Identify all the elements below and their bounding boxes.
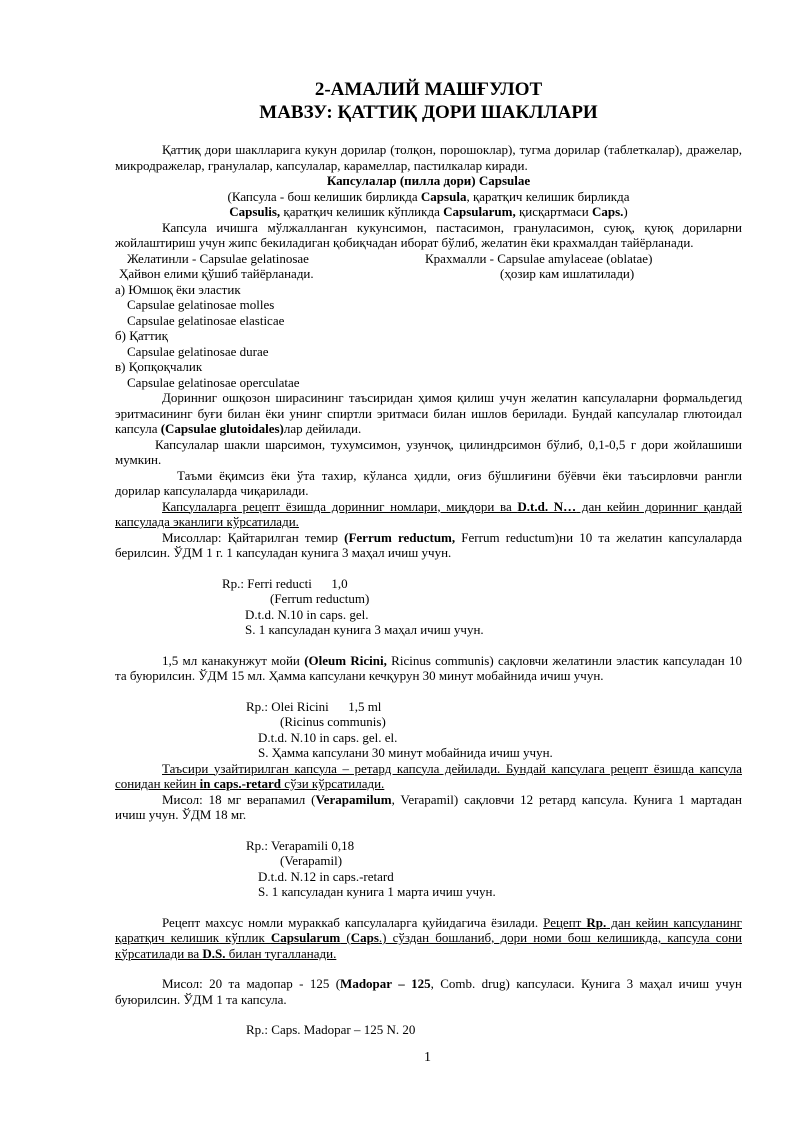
type-soft-head: а) Юмшоқ ёки эластик	[115, 281, 241, 297]
rx-line: D.t.d. N.12 in caps.-retard	[258, 868, 394, 884]
rx-line: (Ferrum reductum)	[270, 591, 370, 606]
retard-paragraph: Таъсири узайтирилган капсула – ретард капсула дейилади. Бундай капсулага рецепт ёзишда капсула сонидан кейин in caps.-retard сўзи кўрсатилади.	[115, 760, 742, 791]
example2-paragraph: 1,5 мл канакунжут мойи (Oleum Ricini, Ricinus communis) сақловчи желатинли эластик капсуладан 10 та буюрилсин. ЎДМ 15 мл. Ҳамма капсулани кечқурун 30 минут мобайнида ичиш учун.	[115, 652, 742, 683]
rx-line: D.t.d. N.10 in caps. gel. el.	[258, 729, 398, 745]
example1-paragraph: Мисоллар: Қайтарилган темир (Ferrum reductum, Ferrum reductum)ни 10 та желатин капсулаларда берилсин. ЎДМ 1 г. 1 капсуладан кунига 3 маҳал ичиш учун.	[115, 529, 743, 560]
example3-paragraph: Мисол: 18 мг верапамил (Verapamilum, Verapamil) сақловчи 12 ретард капсула. Кунига 1 мартадан ичиш учун. ЎДМ 18 мг.	[115, 791, 742, 822]
capsule-kinds-row	[115, 251, 742, 267]
intro-paragraph: Қаттиқ дори шаклларига кукун дорилар (толқон, порошоклар), тугма дорилар (таблеткалар), дражелар, микродражелар, гранулалар, капсулалар, карамеллар, пастилкалар киради.	[115, 142, 742, 173]
shape-paragraph: Капсулалар шакли шарсимон, тухумсимон, узунчоқ, цилиндрсимон бўлиб, 0,1-0,5 г дори жойлашиши мумкин.	[115, 436, 742, 467]
prescription-3	[115, 838, 742, 900]
type-soft-item: Capsulae gelatinosae elasticae	[127, 312, 285, 328]
gelatin-note: Ҳайвон елими қўшиб тайёрланади.	[119, 266, 314, 281]
rx-line: S. 1 капсуладан кунига 3 маҳал ичиш учун.	[245, 622, 484, 637]
rx-line: Rp.: Verapamili 0,18	[246, 837, 355, 853]
complex-paragraph: Рецепт махсус номли мураккаб капсулаларга қуйидагича ёзилади. Рецепт Rp. дан кейин капсуланинг қаратқич келишик кўплик Capsularum (Caps.) сўздан бошланиб, дори номи бош келишикда, капсула сони кўрсатилади ва D.S. билан тугалланади.	[115, 914, 742, 961]
type-soft-item: Capsulae gelatinosae molles	[127, 297, 275, 312]
type-hard-item: Capsulae gelatinosae durae	[127, 343, 269, 359]
starch-note: (ҳозир кам ишлатилади)	[500, 266, 635, 281]
capsule-definition-line2: Capsulis, қаратқич келишик кўпликда Capsularum, қисқартмаси Caps.)	[229, 204, 628, 219]
prescription-4: Rp.: Caps. Madopar – 125 N. 20	[246, 1022, 416, 1037]
document-page	[115, 78, 742, 1038]
capsule-definition-line1: (Капсула - бош келишик бирликда Capsula, қаратқич келишик бирликда	[227, 188, 630, 204]
starch-label: Крахмалли - Capsulae amylaceae (oblatae)	[425, 250, 653, 266]
example4-paragraph: Мисол: 20 та мадопар - 125 (Madopar – 125, Comb. drug) капсуласи. Кунига 3 маҳал ичиш учун буюрилсин. ЎДМ 1 та капсула.	[115, 976, 743, 1007]
prescription-1	[115, 576, 742, 638]
gastric-paragraph: Доринниг ошқозон ширасининг таъсиридан ҳимоя қилиш учун желатин капсулаларни формальдегид эритмасининг буғи билан ёки унинг спиртли эритмаси билан ишлов берилади. Бундай капсулалар глютоидал капсула (Capsulae glutoidales)лар дейилади.	[115, 390, 742, 436]
taste-paragraph: Таъми ёқимсиз ёки ўта тахир, кўланса ҳидли, оғиз бўшлиғини бўёвчи ёки таъсирловчи рангли дорилар капсулаларда чиқарилади.	[115, 467, 742, 498]
type-operculate-head: в) Қопқоқчалик	[115, 359, 203, 374]
topic-title: МАВЗУ: ҚАТТИҚ ДОРИ ШАКЛЛАРИ	[259, 102, 598, 123]
prescription-2	[115, 699, 742, 761]
capsule-heading: Капсулалар (пилла дори) Capsulae	[326, 173, 531, 188]
rx-line: Rp.: Olei Ricini 1,5 ml	[246, 698, 382, 714]
capsule-description: Капсула ичишга мўлжалланган кукунсимон, пастасимон, грануласимон, суюқ, қуюқ дориларни жойлаштириш учун жипс бекиладиган қобиқчадан иборат бўлиб, желатин ёки крахмалдан тайёрланади.	[115, 219, 742, 250]
page-number: 1	[424, 1050, 431, 1065]
rx-line: S. Ҳамма капсулани 30 минут мобайнида ичиш учун.	[258, 745, 553, 760]
rx-line: Rp.: Ferri reducti 1,0	[222, 575, 348, 591]
rx-line: D.t.d. N.10 in caps. gel.	[245, 606, 369, 622]
rx-line: (Ricinus communis)	[280, 714, 386, 729]
practical-title: 2-АМАЛИЙ МАШҒУЛОТ	[314, 79, 543, 100]
rx-line: (Verapamil)	[280, 853, 343, 868]
type-hard-head: б) Қаттиқ	[115, 328, 168, 343]
rule-paragraph: Капсулаларга рецепт ёзишда доринниг номлари, миқдори ва D.t.d. N… дан кейин доринниг қандай капсулада эканлиги кўрсатилади.	[115, 498, 742, 529]
rx-line: S. 1 капсуладан кунига 1 марта ичиш учун.	[258, 884, 496, 899]
gelatin-types-list	[115, 282, 742, 391]
gelatin-label: Желатинли - Capsulae gelatinosae	[127, 250, 309, 266]
type-operculate-item: Capsulae gelatinosae operculatae	[127, 374, 300, 390]
capsule-notes-row	[115, 266, 742, 282]
